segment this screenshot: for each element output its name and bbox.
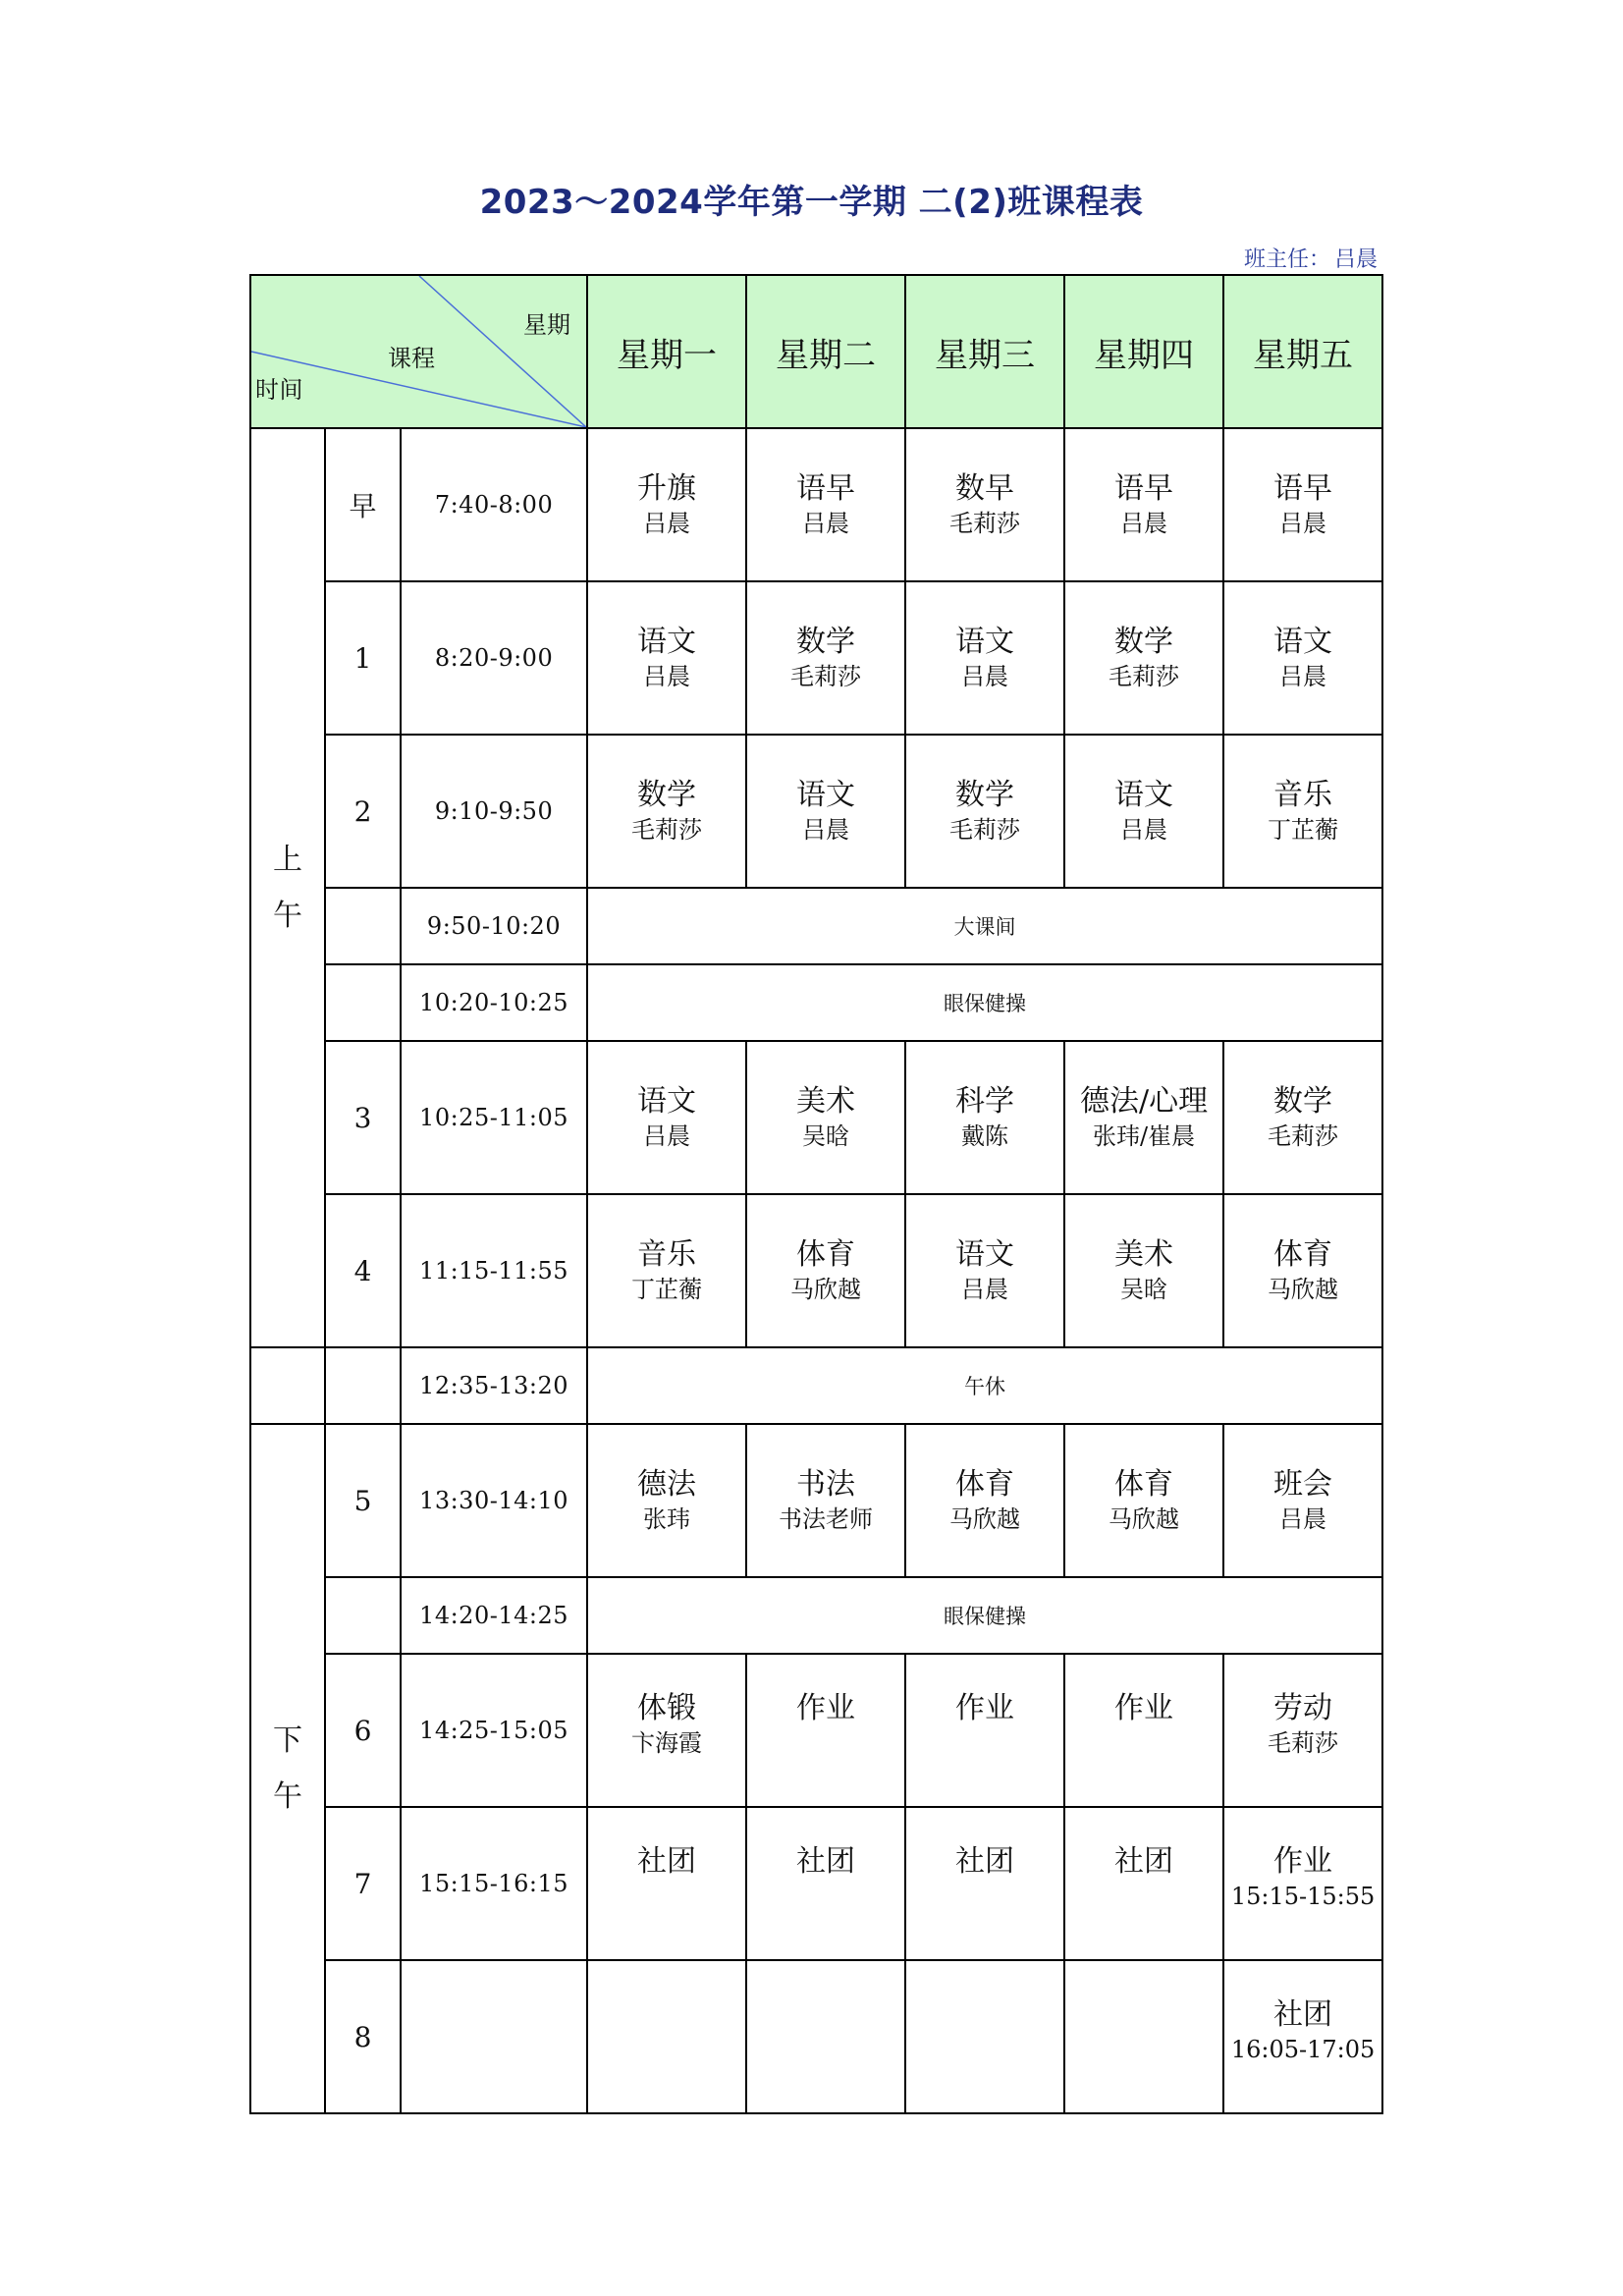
teacher: 毛莉莎: [949, 816, 1021, 844]
teacher: 吕晨: [961, 1276, 1009, 1303]
subject: 语文: [955, 625, 1015, 659]
row-p1: [250, 581, 1382, 735]
teacher: 丁芷蘅: [1268, 816, 1339, 844]
subject: 体育: [796, 1237, 856, 1272]
teacher: 吴晗: [802, 1122, 850, 1150]
class-cell: [1064, 428, 1223, 581]
subject: 语文: [955, 1237, 1015, 1272]
break-label: 眼保健操: [587, 1577, 1382, 1654]
period-label: 3: [325, 1041, 401, 1194]
subject: 作业: [1273, 1844, 1333, 1879]
class-cell: [1064, 581, 1223, 735]
subject: 社团: [955, 1844, 1015, 1879]
teacher: 张玮/崔晨: [1092, 1122, 1196, 1150]
class-cell: [1064, 1194, 1223, 1347]
period-label: 6: [325, 1654, 401, 1807]
break-time: 9:50-10:20: [401, 888, 587, 964]
teacher: 戴陈: [961, 1122, 1009, 1150]
row-p7: [250, 1807, 1382, 1960]
day-header-wed: 星期三: [905, 275, 1064, 428]
subject: 数学: [1114, 625, 1174, 659]
teacher: 毛莉莎: [631, 816, 703, 844]
teacher: 吕晨: [1279, 663, 1327, 690]
period-label: 7: [325, 1807, 401, 1960]
period-time: 7:40-8:00: [401, 428, 587, 581]
subject: 劳动: [1273, 1691, 1333, 1725]
subject: 数学: [796, 625, 856, 659]
class-cell: [1223, 1041, 1382, 1194]
teacher: 张玮: [643, 1505, 691, 1533]
period-time: 15:15-16:15: [401, 1807, 587, 1960]
class-cell: [1223, 1654, 1382, 1807]
head-teacher-name: 吕晨: [1333, 247, 1378, 272]
subject: 科学: [955, 1084, 1015, 1119]
class-cell: [746, 735, 905, 888]
day-header-fri: 星期五: [1223, 275, 1382, 428]
class-cell: [746, 428, 905, 581]
subject: 语文: [796, 778, 856, 812]
class-cell: [746, 1654, 905, 1807]
class-cell: [1064, 1424, 1223, 1577]
period-label: 1: [325, 581, 401, 735]
row-p5: [250, 1424, 1382, 1577]
class-cell: [587, 1807, 746, 1960]
class-cell: [905, 581, 1064, 735]
teacher: 吕晨: [1279, 510, 1327, 537]
subject: 语早: [1114, 471, 1174, 506]
day-header-thu: 星期四: [1064, 275, 1223, 428]
class-cell: [905, 1960, 1064, 2113]
subject: 德法/心理: [1079, 1084, 1209, 1119]
subject: 书法: [796, 1467, 856, 1502]
period-time: 9:10-9:50: [401, 735, 587, 888]
subject: 作业: [955, 1691, 1015, 1725]
subject: 美术: [1114, 1237, 1174, 1272]
class-cell: [1064, 1960, 1223, 2113]
teacher: 吕晨: [643, 510, 691, 537]
class-cell: [746, 1807, 905, 1960]
class-cell: [587, 581, 746, 735]
class-cell: [1223, 428, 1382, 581]
subject: 音乐: [637, 1237, 697, 1272]
class-cell: [1064, 735, 1223, 888]
break-time: 14:20-14:25: [401, 1577, 587, 1654]
subject: 语文: [637, 625, 697, 659]
subject: 语文: [1114, 778, 1174, 812]
class-cell: [905, 735, 1064, 888]
class-cell: [587, 1424, 746, 1577]
teacher: 吕晨: [802, 510, 850, 537]
period-label: 4: [325, 1194, 401, 1347]
row-p6: [250, 1654, 1382, 1807]
period-label-empty: [325, 964, 401, 1041]
teacher: 吕晨: [802, 816, 850, 844]
teacher: 马欣越: [1109, 1505, 1180, 1533]
corner-course-label: 课程: [388, 345, 435, 372]
teacher: 马欣越: [949, 1505, 1021, 1533]
row-early: [250, 428, 1382, 581]
class-cell: [587, 1194, 746, 1347]
class-cell: [905, 428, 1064, 581]
teacher: 16:05-17:05: [1230, 2036, 1376, 2063]
teacher: 吕晨: [1279, 1505, 1327, 1533]
corner-week-label: 星期: [523, 311, 571, 339]
subject: 社团: [796, 1844, 856, 1879]
subject: 语早: [1273, 471, 1333, 506]
day-header-tue: 星期二: [746, 275, 905, 428]
class-cell: [905, 1194, 1064, 1347]
teacher: 毛莉莎: [1109, 663, 1180, 690]
class-cell: [746, 581, 905, 735]
class-cell: [1223, 581, 1382, 735]
row-p2: [250, 735, 1382, 888]
class-cell: [587, 428, 746, 581]
row-eye-exercise-am: [250, 964, 1382, 1041]
head-teacher: [1244, 243, 1378, 273]
class-cell: [746, 1424, 905, 1577]
period-label: 早: [325, 428, 401, 581]
subject: 语早: [796, 471, 856, 506]
period-label-empty: [325, 1577, 401, 1654]
class-cell: [1064, 1654, 1223, 1807]
row-big-recess: [250, 888, 1382, 964]
period-time: 10:25-11:05: [401, 1041, 587, 1194]
class-cell: [905, 1041, 1064, 1194]
teacher: 毛莉莎: [1268, 1122, 1339, 1150]
class-cell: [587, 1041, 746, 1194]
subject: 班会: [1273, 1467, 1333, 1502]
teacher: 毛莉莎: [1268, 1729, 1339, 1757]
class-cell: [1223, 735, 1382, 888]
class-cell: [1223, 1424, 1382, 1577]
period-time: 14:25-15:05: [401, 1654, 587, 1807]
subject: 社团: [1114, 1844, 1174, 1879]
subject: 数学: [637, 778, 697, 812]
teacher: 吕晨: [1120, 510, 1168, 537]
corner-time-label: 时间: [255, 376, 303, 404]
half-label-empty: [250, 1347, 325, 1424]
class-cell: [905, 1654, 1064, 1807]
teacher: 吕晨: [961, 663, 1009, 690]
teacher: 书法老师: [779, 1505, 874, 1533]
row-p8: [250, 1960, 1382, 2113]
teacher: 丁芷蘅: [631, 1276, 703, 1303]
teacher: 马欣越: [1268, 1276, 1339, 1303]
period-time: 13:30-14:10: [401, 1424, 587, 1577]
subject: 体锻: [637, 1691, 697, 1725]
class-cell: [1064, 1041, 1223, 1194]
teacher: 毛莉莎: [949, 510, 1021, 537]
subject: 社团: [637, 1844, 697, 1879]
class-cell: [746, 1960, 905, 2113]
class-cell: [1223, 1194, 1382, 1347]
teacher: 吕晨: [643, 663, 691, 690]
subject: 体育: [955, 1467, 1015, 1502]
row-p4: [250, 1194, 1382, 1347]
subject: 德法: [637, 1467, 697, 1502]
day-header-mon: 星期一: [587, 275, 746, 428]
break-time: 12:35-13:20: [401, 1347, 587, 1424]
teacher: 卞海霞: [631, 1729, 703, 1757]
teacher: 毛莉莎: [790, 663, 862, 690]
subject: 作业: [796, 1691, 856, 1725]
subject: 语文: [637, 1084, 697, 1119]
break-time: 10:20-10:25: [401, 964, 587, 1041]
period-time: 8:20-9:00: [401, 581, 587, 735]
corner-header: [250, 275, 587, 428]
page-title: 2023～2024学年第一学期 二(2)班课程表: [479, 183, 1144, 222]
class-cell: [1223, 1807, 1382, 1960]
break-label: 眼保健操: [587, 964, 1382, 1041]
subject: 社团: [1273, 1997, 1333, 2032]
period-label-empty: [325, 888, 401, 964]
subject: 语文: [1273, 625, 1333, 659]
teacher: 15:15-15:55: [1230, 1883, 1376, 1910]
subject: 音乐: [1273, 778, 1333, 812]
class-cell: [746, 1041, 905, 1194]
period-label: 2: [325, 735, 401, 888]
period-time: [401, 1960, 587, 2113]
period-label-empty: [325, 1347, 401, 1424]
header-row: [250, 275, 1382, 428]
subject: 数学: [955, 778, 1015, 812]
subject: 数早: [955, 471, 1015, 506]
subject: 体育: [1273, 1237, 1333, 1272]
class-cell: [1223, 1960, 1382, 2113]
subject: 作业: [1114, 1691, 1174, 1725]
class-cell: [587, 1654, 746, 1807]
teacher: 吕晨: [643, 1122, 691, 1150]
half-label-pm: 下 午: [250, 1424, 325, 2113]
head-teacher-label: 班主任：: [1243, 247, 1330, 272]
period-label: 8: [325, 1960, 401, 2113]
row-noon-break: [250, 1347, 1382, 1424]
subject: 体育: [1114, 1467, 1174, 1502]
break-label: 大课间: [587, 888, 1382, 964]
class-cell: [1064, 1807, 1223, 1960]
period-label: 5: [325, 1424, 401, 1577]
class-cell: [587, 735, 746, 888]
teacher: 吴晗: [1120, 1276, 1168, 1303]
subject: 数学: [1273, 1084, 1333, 1119]
teacher: 吕晨: [1120, 816, 1168, 844]
subject: 升旗: [637, 471, 697, 506]
break-label: 午休: [587, 1347, 1382, 1424]
half-label-am: 上 午: [250, 428, 325, 1347]
period-time: 11:15-11:55: [401, 1194, 587, 1347]
subject: 美术: [796, 1084, 856, 1119]
class-cell: [905, 1807, 1064, 1960]
row-p3: [250, 1041, 1382, 1194]
row-eye-exercise-pm: [250, 1577, 1382, 1654]
class-cell: [746, 1194, 905, 1347]
teacher: 马欣越: [790, 1276, 862, 1303]
timetable: [249, 274, 1383, 2114]
class-cell: [587, 1960, 746, 2113]
class-cell: [905, 1424, 1064, 1577]
